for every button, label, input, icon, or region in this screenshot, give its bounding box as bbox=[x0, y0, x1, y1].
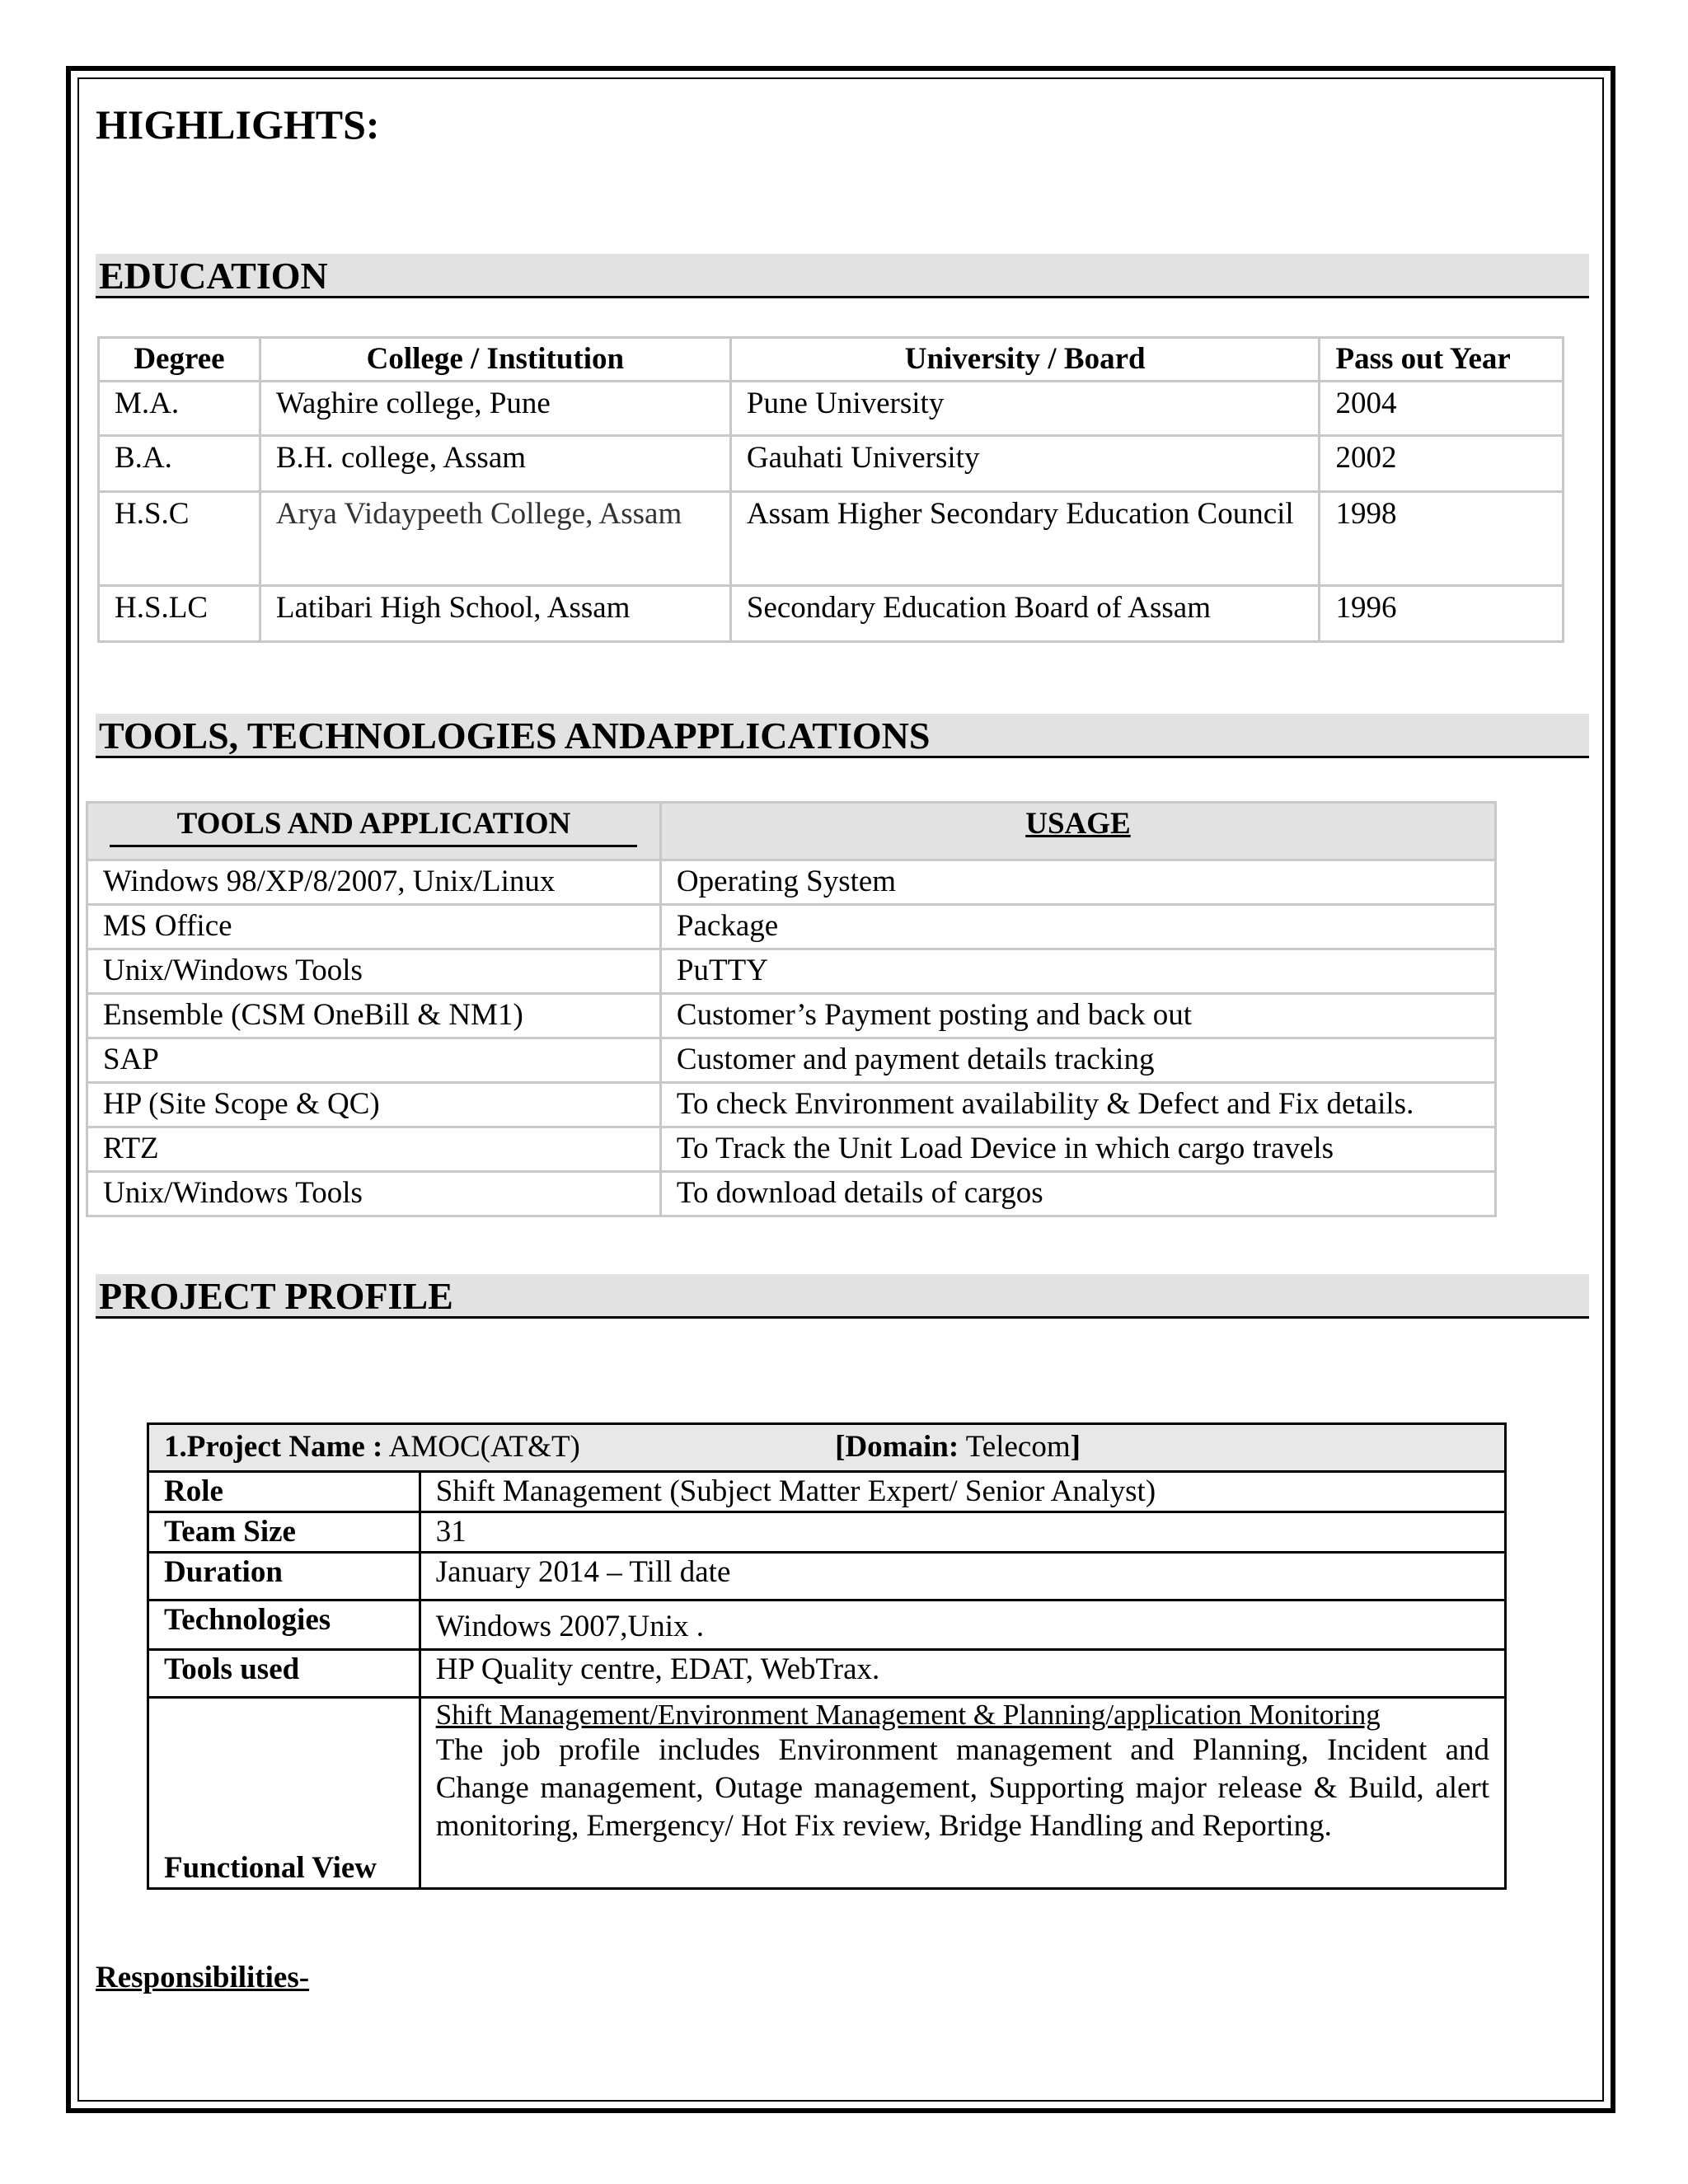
tool-cell: Windows 98/XP/8/2007, Unix/Linux bbox=[87, 860, 661, 905]
column-header bbox=[660, 803, 1495, 860]
column-header: Degree bbox=[99, 338, 260, 382]
table-row bbox=[87, 1172, 1496, 1216]
row-label: Team Size bbox=[148, 1512, 420, 1553]
year-cell: 1998 bbox=[1320, 492, 1564, 586]
tool-cell: Ensemble (CSM OneBill & NM1) bbox=[87, 994, 661, 1038]
column-header: University / Board bbox=[730, 338, 1320, 382]
tool-cell: Unix/Windows Tools bbox=[87, 1172, 661, 1216]
row-value: HP Quality centre, EDAT, WebTrax. bbox=[420, 1650, 1505, 1698]
college-cell: Arya Vidaypeeth College, Assam bbox=[260, 492, 730, 586]
table-row bbox=[99, 382, 1564, 436]
highlights-title: HIGHLIGHTS: bbox=[96, 101, 380, 148]
table-row bbox=[148, 1553, 1506, 1601]
row-value: January 2014 – Till date bbox=[420, 1553, 1505, 1601]
university-cell: Secondary Education Board of Assam bbox=[730, 586, 1320, 642]
project-title-cell bbox=[148, 1424, 1506, 1472]
university-cell: Assam Higher Secondary Education Council bbox=[730, 492, 1320, 586]
usage-cell: To check Environment availability & Defect and Fix details. bbox=[660, 1083, 1495, 1127]
university-cell: Gauhati University bbox=[730, 436, 1320, 492]
degree-cell: M.A. bbox=[99, 382, 260, 436]
table-row bbox=[87, 949, 1496, 994]
degree-cell: H.S.LC bbox=[99, 586, 260, 642]
tools-heading: TOOLS, TECHNOLOGIES ANDAPPLICATIONS bbox=[96, 714, 1589, 758]
project-title-row bbox=[148, 1424, 1506, 1472]
usage-column-label: USAGE bbox=[1025, 807, 1131, 841]
project-domain bbox=[835, 1425, 1081, 1469]
tool-cell: HP (Site Scope & QC) bbox=[87, 1083, 661, 1127]
table-row bbox=[87, 1127, 1496, 1172]
row-value: 31 bbox=[420, 1512, 1505, 1553]
year-cell: 2004 bbox=[1320, 382, 1564, 436]
row-label: Role bbox=[148, 1472, 420, 1512]
functional-view-label: Functional View bbox=[148, 1698, 420, 1889]
college-cell: Latibari High School, Assam bbox=[260, 586, 730, 642]
table-row bbox=[87, 860, 1496, 905]
usage-cell: Customer and payment details tracking bbox=[660, 1038, 1495, 1083]
table-row bbox=[87, 994, 1496, 1038]
table-row bbox=[87, 1038, 1496, 1083]
functional-view-cell bbox=[420, 1698, 1505, 1889]
row-label: Duration bbox=[148, 1553, 420, 1601]
college-cell: Waghire college, Pune bbox=[260, 382, 730, 436]
degree-cell: B.A. bbox=[99, 436, 260, 492]
education-header-row bbox=[99, 338, 1564, 382]
domain-close: ] bbox=[1070, 1430, 1081, 1464]
functional-view-heading: Shift Management/Environment Management & Planning/application Monitoring bbox=[435, 1699, 1381, 1731]
domain-label: [Domain: bbox=[835, 1430, 959, 1464]
year-cell: 1996 bbox=[1320, 586, 1564, 642]
project-table bbox=[147, 1422, 1507, 1890]
table-row bbox=[148, 1472, 1506, 1512]
row-label: Technologies bbox=[148, 1601, 420, 1650]
functional-view-text: The job profile includes Environment management and Planning, Incident and Change management, Outage management, Supporting major release & Build, alert monitoring, Emergency/ Hot Fix review, Bridge Handling and Reporting. bbox=[435, 1733, 1489, 1843]
table-row bbox=[99, 436, 1564, 492]
column-header: Pass out Year bbox=[1320, 338, 1564, 382]
tool-cell: MS Office bbox=[87, 905, 661, 949]
project-name-value: AMOC(AT&T) bbox=[388, 1430, 580, 1464]
tools-column-label: TOOLS AND APPLICATION bbox=[110, 804, 637, 847]
table-row bbox=[99, 586, 1564, 642]
usage-cell: PuTTY bbox=[660, 949, 1495, 994]
table-row bbox=[99, 492, 1564, 586]
table-row bbox=[148, 1698, 1506, 1889]
education-table bbox=[97, 336, 1564, 643]
usage-cell: Operating System bbox=[660, 860, 1495, 905]
row-value: Windows 2007,Unix . bbox=[420, 1601, 1505, 1650]
row-label: Tools used bbox=[148, 1650, 420, 1698]
column-header bbox=[87, 803, 661, 860]
responsibilities-title: Responsibilities- bbox=[96, 1961, 310, 1994]
tool-cell: Unix/Windows Tools bbox=[87, 949, 661, 994]
year-cell: 2002 bbox=[1320, 436, 1564, 492]
project-heading: PROJECT PROFILE bbox=[96, 1274, 1589, 1319]
usage-cell: Customer’s Payment posting and back out bbox=[660, 994, 1495, 1038]
table-row bbox=[87, 905, 1496, 949]
domain-value: Telecom bbox=[965, 1430, 1071, 1464]
row-value: Shift Management (Subject Matter Expert/ Senior Analyst) bbox=[420, 1472, 1505, 1512]
tools-header-row bbox=[87, 803, 1496, 860]
usage-cell: To download details of cargos bbox=[660, 1172, 1495, 1216]
table-row bbox=[148, 1601, 1506, 1650]
table-row bbox=[87, 1083, 1496, 1127]
college-cell: B.H. college, Assam bbox=[260, 436, 730, 492]
tool-cell: SAP bbox=[87, 1038, 661, 1083]
project-name-label: 1.Project Name : bbox=[164, 1430, 383, 1464]
table-row bbox=[148, 1650, 1506, 1698]
tools-table bbox=[86, 801, 1497, 1217]
usage-cell: Package bbox=[660, 905, 1495, 949]
tool-cell: RTZ bbox=[87, 1127, 661, 1172]
education-heading: EDUCATION bbox=[96, 254, 1589, 298]
university-cell: Pune University bbox=[730, 382, 1320, 436]
column-header: College / Institution bbox=[260, 338, 730, 382]
usage-cell: To Track the Unit Load Device in which cargo travels bbox=[660, 1127, 1495, 1172]
degree-cell: H.S.C bbox=[99, 492, 260, 586]
table-row bbox=[148, 1512, 1506, 1553]
